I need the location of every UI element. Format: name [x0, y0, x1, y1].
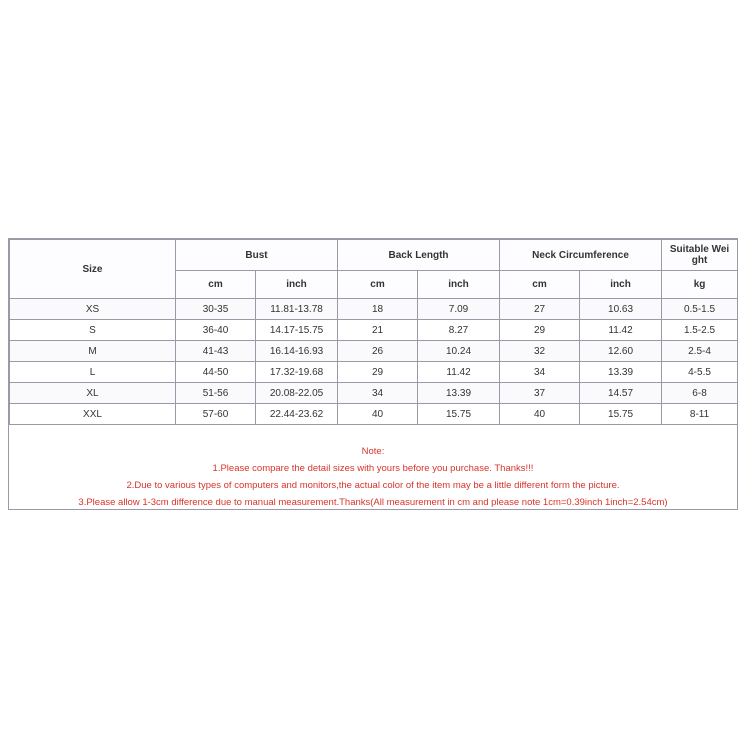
neck-cm-cell: 27: [500, 299, 580, 320]
neck-cm-cell: 34: [500, 362, 580, 383]
header-row-group: [10, 240, 738, 271]
back-length-header: Back Length: [338, 240, 500, 271]
bust-inch-cell: 11.81-13.78: [256, 299, 338, 320]
neck-circumference-header: Neck Circumference: [500, 240, 662, 271]
back-inch-cell: 11.42: [418, 362, 500, 383]
table-row: [10, 362, 738, 383]
back-inch-cell: 13.39: [418, 383, 500, 404]
weight-cell: 0.5-1.5: [662, 299, 738, 320]
back-cm-cell: 21: [338, 320, 418, 341]
back-inch-cell: 15.75: [418, 404, 500, 425]
note-line-2: 2.Due to various types of computers and monitors,the actual color of the item may be a little different form the picture.: [126, 480, 620, 491]
size-cell: XXL: [10, 404, 176, 425]
neck-inch-cell: 12.60: [580, 341, 662, 362]
suitable-weight-header: Suitable Wei ght: [662, 240, 738, 271]
size-cell: XL: [10, 383, 176, 404]
neck-cm-cell: 37: [500, 383, 580, 404]
size-header: Size: [10, 240, 176, 299]
bust-inch-header: inch: [256, 271, 338, 299]
weight-cell: 1.5-2.5: [662, 320, 738, 341]
size-chart: [8, 238, 738, 510]
neck-inch-cell: 15.75: [580, 404, 662, 425]
bust-cm-cell: 36-40: [176, 320, 256, 341]
back-inch-cell: 8.27: [418, 320, 500, 341]
weight-cell: 4-5.5: [662, 362, 738, 383]
back-cm-cell: 29: [338, 362, 418, 383]
bust-inch-cell: 20.08-22.05: [256, 383, 338, 404]
size-table: [9, 239, 738, 425]
table-row: [10, 299, 738, 320]
neck-inch-cell: 13.39: [580, 362, 662, 383]
bust-inch-cell: 22.44-23.62: [256, 404, 338, 425]
weight-cell: 2.5-4: [662, 341, 738, 362]
neck-cm-cell: 32: [500, 341, 580, 362]
bust-cm-cell: 57-60: [176, 404, 256, 425]
bust-inch-cell: 14.17-15.75: [256, 320, 338, 341]
table-row: [10, 404, 738, 425]
bust-cm-header: cm: [176, 271, 256, 299]
neck-cm-cell: 29: [500, 320, 580, 341]
bust-inch-cell: 16.14-16.93: [256, 341, 338, 362]
bust-cm-cell: 51-56: [176, 383, 256, 404]
table-row: [10, 320, 738, 341]
back-cm-cell: 18: [338, 299, 418, 320]
back-cm-cell: 40: [338, 404, 418, 425]
neck-cm-header: cm: [500, 271, 580, 299]
weight-kg-header: kg: [662, 271, 738, 299]
note-line-3: 3.Please allow 1-3cm difference due to manual measurement.Thanks(All measurement in cm and please note 1cm=0.39inch 1inch=2.54cm): [78, 497, 668, 508]
size-cell: L: [10, 362, 176, 383]
neck-inch-header: inch: [580, 271, 662, 299]
note-line-1: 1.Please compare the detail sizes with yours before you purchase. Thanks!!!: [212, 463, 534, 474]
weight-cell: 6-8: [662, 383, 738, 404]
weight-cell: 8-11: [662, 404, 738, 425]
back-cm-header: cm: [338, 271, 418, 299]
bust-cm-cell: 30-35: [176, 299, 256, 320]
back-cm-cell: 26: [338, 341, 418, 362]
back-inch-cell: 10.24: [418, 341, 500, 362]
neck-inch-cell: 11.42: [580, 320, 662, 341]
neck-cm-cell: 40: [500, 404, 580, 425]
notes-section: [9, 443, 737, 511]
table-row: [10, 341, 738, 362]
size-cell: M: [10, 341, 176, 362]
bust-cm-cell: 41-43: [176, 341, 256, 362]
size-cell: S: [10, 320, 176, 341]
back-inch-cell: 7.09: [418, 299, 500, 320]
note-title: Note:: [361, 446, 385, 457]
bust-inch-cell: 17.32-19.68: [256, 362, 338, 383]
back-cm-cell: 34: [338, 383, 418, 404]
size-cell: XS: [10, 299, 176, 320]
table-row: [10, 383, 738, 404]
bust-header: Bust: [176, 240, 338, 271]
neck-inch-cell: 14.57: [580, 383, 662, 404]
back-inch-header: inch: [418, 271, 500, 299]
neck-inch-cell: 10.63: [580, 299, 662, 320]
bust-cm-cell: 44-50: [176, 362, 256, 383]
